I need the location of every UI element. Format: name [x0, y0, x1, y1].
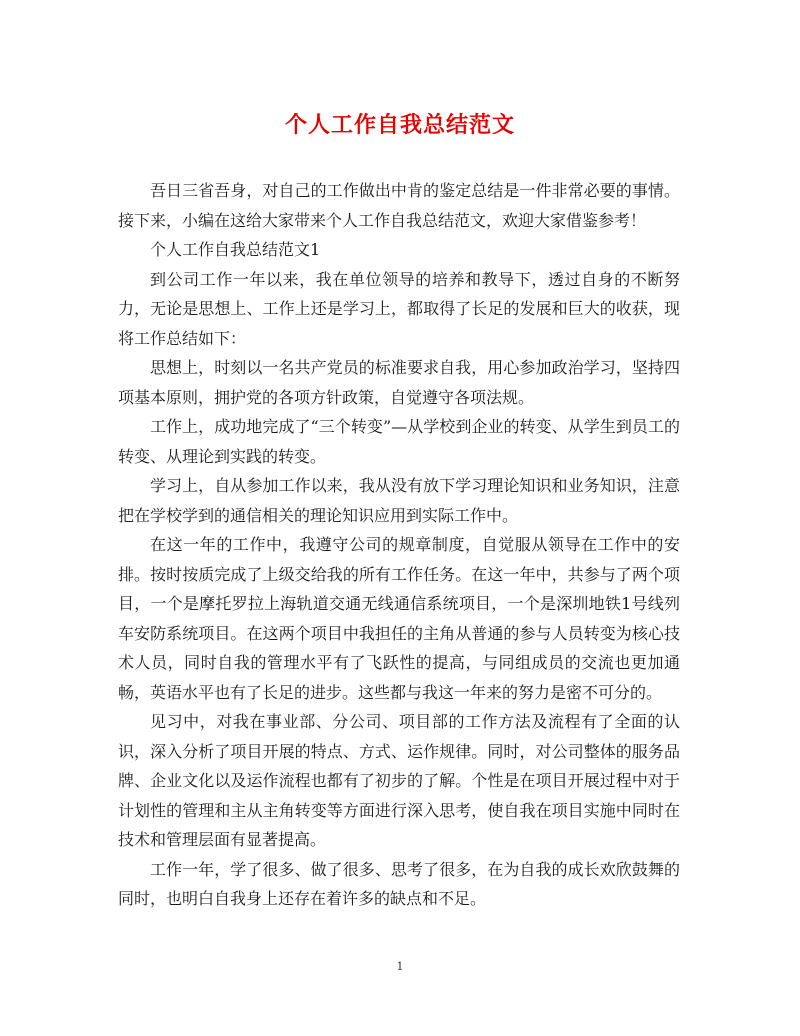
- paragraph-reflection: 工作一年，学了很多、做了很多、思考了很多，在为自我的成长欢欣鼓舞的同时，也明白自我身上还存在着许多的缺点和不足。: [118, 859, 680, 908]
- paragraph-study: 学习上，自从参加工作以来，我从没有放下学习理论知识和业务知识，注意把在学校学到的通信相关的理论知识应用到实际工作中。: [118, 476, 680, 525]
- paragraph-overview: 到公司工作一年以来，我在单位领导的培养和教导下，透过自身的不断努力，无论是思想上、工作上还是学习上，都取得了长足的发展和巨大的收获，现将工作总结如下：: [118, 269, 680, 348]
- page-number: 1: [396, 960, 404, 973]
- section-heading: 个人工作自我总结范文1: [150, 240, 321, 259]
- paragraph-projects: 在这一年的工作中，我遵守公司的规章制度，自觉服从领导在工作中的安排。按时按质完成了上级交给我的所有工作任务。在这一年中，共参与了两个项目，一个是摩托罗拉上海轨道交通无线通信系统项目，一个是深圳地铁1号线列车安防系统项目。在这两个项目中我担任的主角从普通的参与人员转变为核心技术人员，同时自我的管理水平有了飞跃性的提高，与同组成员的交流也更加通畅，英语水平也有了长足的进步。这些都与我这一年来的努力是密不可分的。: [118, 535, 680, 702]
- document-title: 个人工作自我总结范文: [284, 112, 515, 138]
- paragraph-work: 工作上，成功地完成了“三个转变”—从学校到企业的转变、从学生到员工的转变、从理论到实践的转变。: [118, 417, 680, 466]
- paragraph-internship: 见习中，对我在事业部、分公司、项目部的工作方法及流程有了全面的认识，深入分析了项目开展的特点、方式、运作规律。同时，对公司整体的服务品牌、企业文化以及运作流程也都有了初步的了解。个性是在项目开展过程中对于计划性的管理和主从主角转变等方面进行深入思考，使自我在项目实施中同时在技术和管理层面有显著提高。: [118, 712, 680, 849]
- paragraph-ideology: 思想上，时刻以一名共产党员的标准要求自我，用心参加政治学习，坚持四项基本原则，拥护党的各项方针政策，自觉遵守各项法规。: [118, 358, 680, 407]
- paragraph-intro: 吾日三省吾身，对自己的工作做出中肯的鉴定总结是一件非常必要的事情。接下来，小编在这给大家带来个人工作自我总结范文，欢迎大家借鉴参考！: [118, 181, 680, 230]
- document-body: [118, 176, 680, 914]
